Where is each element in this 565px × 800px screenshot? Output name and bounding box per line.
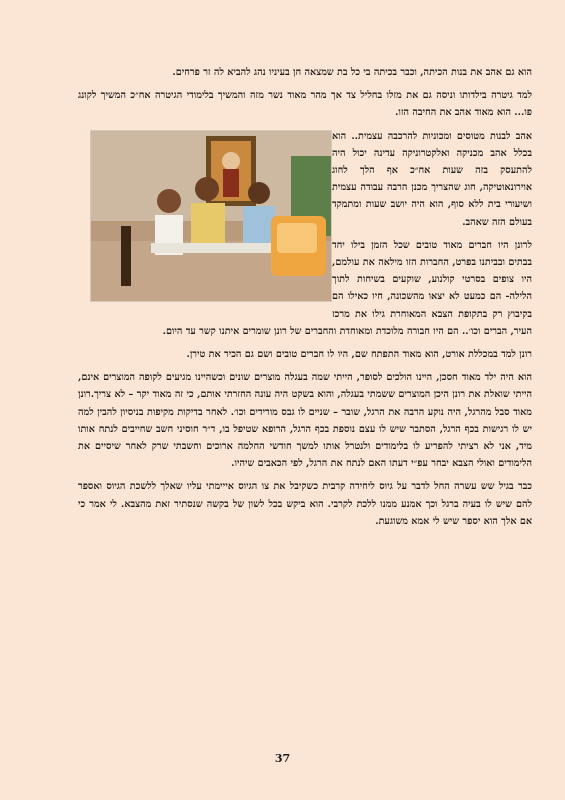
paragraph-3: אהב לבנות מטוסים ומכוניות להרכבה עצמית.. הוא בכלל אהב מכניקה ואלקטרוניקה עדינה יכול היה להתעסק בזה שעות אח״כ אף הלך לחוג אוירונאוטיקה, חוג שהצריך מכנן הרבה עבודה עצמית ושיעורי בית ללא סוף, הוא היה יושב שעות ומתמקד בעולם הזה שאהב. bbox=[332, 130, 532, 228]
paragraph-1: הוא גם אהב את בנות הכיתה, וכבר בכיתה בי כל בת שמצאה חן בעיניו נהג להביא לה זר פרחים. bbox=[172, 67, 532, 78]
paragraph-2: למד גיטרה בילדותו וניסה גם את מזלו בחליל צד אך מהר מאוד נשר מזה והמשיך בלימודי הגיטרה אח״כ המשיך לקונג פו... הוא מאוד אהב את החיבה הזו. bbox=[78, 90, 532, 119]
photo-three-boys-with-computer-icon bbox=[91, 131, 331, 301]
family-photo bbox=[90, 130, 332, 302]
page-number: 37 bbox=[274, 752, 291, 765]
paragraph-4: לרונן היו חברים מאוד טובים שכל הזמן בילו יחד בבתים ובביתנו בפרט, החברות הזו מילאה את עולמם, היו צופים בסרטי קולנוע, שוקעים בשיחות לתוך הלילה- הם כמעט לא יצאו מהשכונה, חיו כאילו הם בקיבוץ רק בתקופת הצבא המאוחרת גילו את מרכז העיר, הברים וכו׳.. הם היו חבורה מלוכדת ומאוחדת והחברים של רונן שומרים איתנו קשר עד היום. bbox=[162, 239, 532, 337]
paragraph-6: הוא היה ילד מאוד חסכן, היינו הולכים לסופר, הייתי שמה בעגלה מוצרים שונים וכשהיינו מגיעים לקופה המוצרים אינם, הייתי שואלת את רונן היכן המוצרים ששמתי בעגלה, והוא בשקט היה עונה החזרתי אותם, כי זה מאוד יקר – לא צריך.רונן מאוד סבל מהרגל, היה נוקע הרבה את הרגל, שובר – שניים לו גבס מורידים וכו׳. לאחר בדיקות מקיפות בניסיון להבין למה יש לו רגישות בכף הרגל, הסתבר שיש לו עצם נוספת בכף הרגל, הרופא שטיפל בו, ד״ר חוסיני חשב שחייבים לנתח אותו מיד, אני לא רציתי להפריע לו בלימודים ולנטרל אותו למשך חודשי החלמה ארוכים וחשבתי שרק לאחר שיסיים את הלימודים ואולי הצבא יבחר עפ״י דעתו האם לנתח את הרגל, לפי הכאבים שיהיו. bbox=[78, 372, 532, 470]
paragraph-5: רונן למד במכללת אורט, הוא מאוד התפתח שם, היו לו חברים טובים ושם גם הכיר את טירן. bbox=[186, 349, 532, 361]
body-text bbox=[78, 64, 532, 536]
paragraph-7: כבר בגיל שש עשרה החל לדבר על גיוס ליחידה קרבית כשקיבל את צו הגיוס אייימתי עליו שאלך ללשכת הגיוס ואספר להם שיש לו בעיה ברגל וכך אמנע ממנו ללכת לקרבי. הוא ביקש בכל לשון של בקשה שנסתיר זאת מהצבא. לי אמר כי אם אלך הוא יספר שיש לי אמא משוגעת. bbox=[78, 481, 532, 527]
